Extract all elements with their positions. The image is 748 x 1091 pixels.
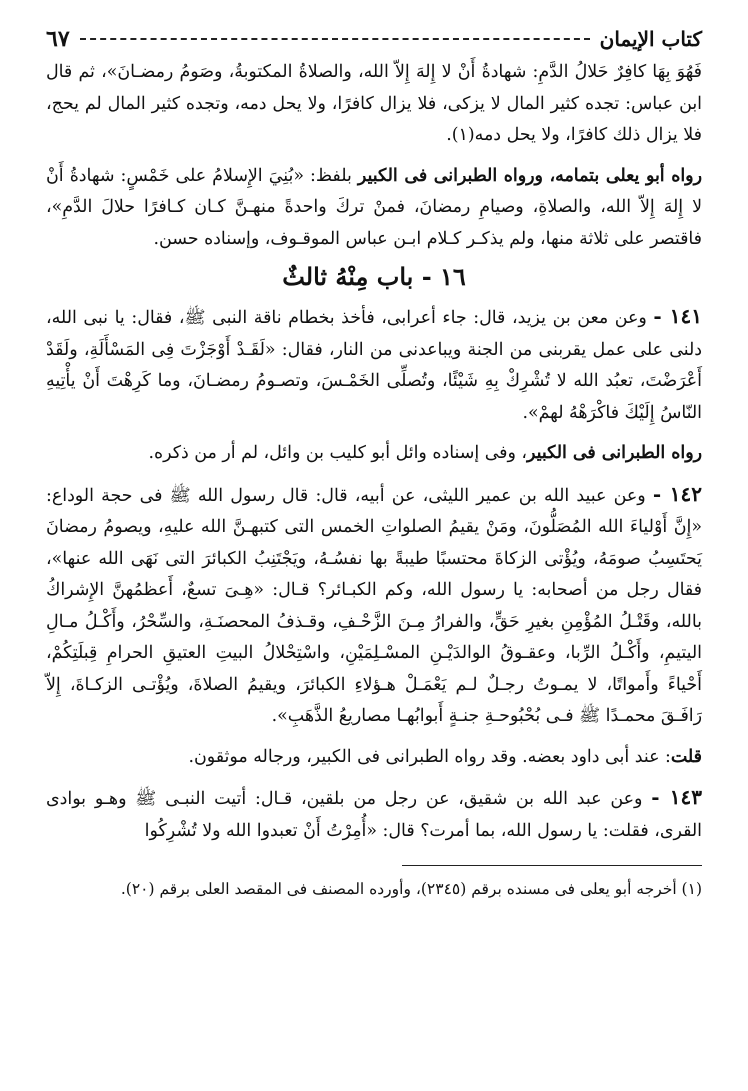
takhrij-text: بلفظ: «بُنِيَ الإِسلامُ على خَمْسٍ: شهادةُ أَنْ لا إِلهَ إِلاّ الله، والصلاةِ، وصيامِ رمضانَ، فمنْ تركَ واحدةً منهـنَّ كـان كـافرًا حلالَ الدَّمِ»، فاقتصر على ثلاثة منها، ولم يذكـر كـلام ابـن عباس الموقـوف، وإسناده حسن. — [46, 165, 702, 249]
hadith-142 — [46, 479, 702, 733]
hadith-text-143: وعن عبد الله بن شقيق، عن رجل من بلقين، قـال: أتيت النبـى ﷺ وهـو بوادى القرى، فقلت: يا رسول الله، بما أمرت؟ قال: «أُمِرْتُ أَنْ تعبدوا الله ولا تُشْرِكُوا — [46, 789, 702, 841]
comment-142 — [46, 742, 702, 774]
hadith-141 — [46, 301, 702, 429]
takhrij-text-141: ، وفى إسناده وائل أبو كليب بن وائل، لم أر من ذكره. — [148, 443, 528, 463]
comment-text: : عند أبى داود بعضه. وقد رواه الطبرانى فى الكبير، ورجاله موثقون. — [188, 746, 671, 767]
book-title: كتاب الإيمان — [599, 27, 702, 51]
hadith-text-142: وعن عبيد الله بن عمير الليثى، عن أبيه، قال: قال رسول الله ﷺ فى حجة الوداع: «إِنَّ أَوْلياءَ الله المُصَلُّونَ، ومَنْ يقيمُ الصلواتِ الخمس التى كتبهـنَّ الله عليهِ، ويصومُ رمضانَ يَحتَسِبُ صومَهُ، ويُؤْتى الزكاةَ محتسبًا طيبةً بها نفسُـهُ، ويَجْتَنِبُ الكبائرَ التى نَهَى الله عنها»، فقال رجل من أصحابه: يا رسول الله، وكم الكبـائر؟ قـال: «هِـىَ تسعٌ، أَعظمُهنَّ الإِشراكُ بالله، وقَتْـلُ المُؤْمِنِ بغيرِ حَقٍّ، والفرارُ مِـنَ الزَّحْـفِ، وقـذفُ المحصنَـةِ، والسِّحْرُ، وأَكْـلُ مـالِ اليتيمِ، وأَكْـلُ الرِّبا، وعقـوقُ الوالدَيْـنِ المسْـلِمَيْنِ، واسْتِحْلالُ البيتِ العتيقِ الحرامِ قِبلَتِكُمْ، أَحْياءً وأَمواتًا، لا يمـوتُ رجـلٌ لـم يَعْمَـلْ هـؤلاءِ الكبائرَ، ويقيمُ الصلاةَ، ويُؤْتـى الزكـاةَ، إِلاّ رَافَـقَ محمـدًا ﷺ فـى بُحْبُوحـةِ جنـةٍ أَبوابُهـا مصاريعُ الذَّهَبِ». — [46, 485, 702, 726]
hadith-number-141: ١٤١ - — [653, 304, 702, 328]
takhrij-source-141: رواه الطبرانى فى الكبير — [527, 443, 702, 463]
comment-label: قلت — [670, 746, 702, 767]
hadith-text-141: وعن معن بن يزيد، قال: جاء أعرابى، فأخذ بخطام ناقة النبى ﷺ، فقال: يا نبى الله، دلنى على عمل يقربنى من الجنة ويباعدنى من النار، فقال: «لَقَـدْ أَوْجَزْتَ فِى المَسْأَلَةِ، ولَقَدْ أَعْرَضْتَ، تعبُد الله لا تُشْرِكْ بِهِ شَيْئًا، وتُصلِّى الخَمْـسَ، وتصـومُ رمضـانَ، وما كَرِهْتَ أَنْ يأْتِيهِ النّاسُ إِلَيْكَ فاكْرَهْهُ لهمْ». — [46, 308, 702, 423]
hadith-number-143: ١٤٣ - — [651, 785, 702, 809]
takhrij-141 — [46, 438, 702, 470]
chapter-title: ١٦ - باب مِنْهُ ثالثٌ — [282, 262, 466, 291]
hadith-number-142: ١٤٢ - — [652, 481, 703, 506]
hadith-143 — [46, 782, 702, 847]
page-number: ٦٧ — [46, 26, 70, 52]
header-dashed-rule — [80, 38, 590, 40]
book-page — [46, 22, 702, 1081]
paragraph-hadith-140-end: فَهُوَ بِهَا كافِرٌ حَلالُ الدَّمِ: شهادةُ أَنْ لا إِلهَ إِلاّ الله، والصلاةُ المكتوبةُ، وصَومُ رمضـانَ»، ثم قال ابن عباس: تجده كثير المال لا يزكى، فلا يزال كافرًا، ولا يحل دمه، وتجده كثير المال لم يحج، فلا يزال ذلك كافرًا، ولا يحل دمه(١). — [46, 62, 702, 145]
takhrij-source: رواه أبو يعلى بتمامه، ورواه الطبرانى فى الكبير — [357, 165, 702, 186]
footnote: (١) أخرجه أبو يعلى فى مسنده برقم (٢٣٤٥)، وأورده المصنف فى المقصد العلى برقم (٢٠). — [120, 880, 702, 898]
running-header — [46, 22, 702, 57]
paragraph-takhrij-140 — [46, 161, 702, 256]
footnote-rule — [402, 865, 702, 866]
